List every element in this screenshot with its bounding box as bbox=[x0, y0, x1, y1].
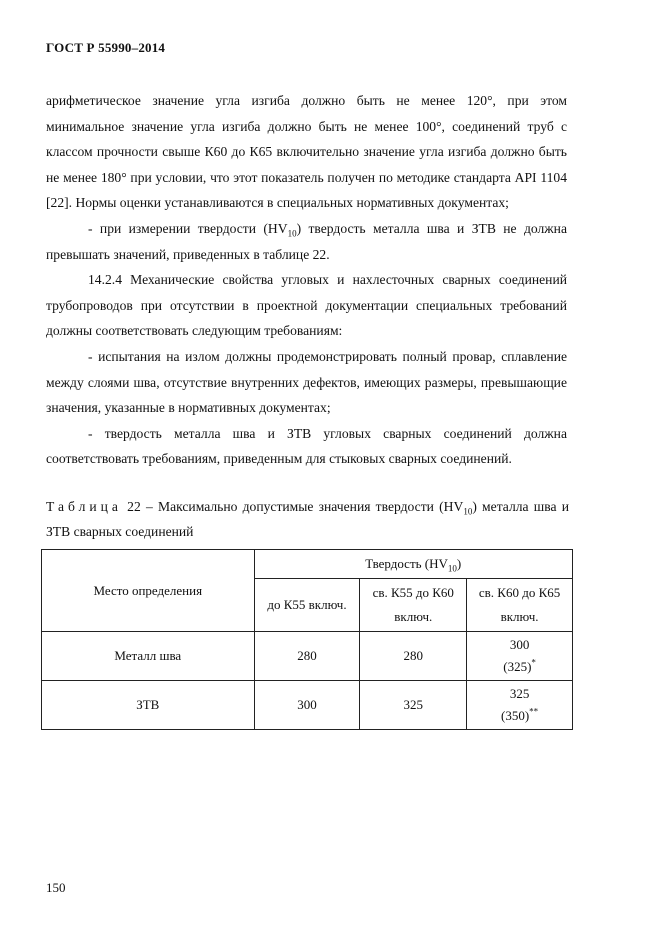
body-text bbox=[46, 88, 567, 472]
row-value-k60-k65: 300 (325)* bbox=[467, 632, 573, 681]
table-caption: Таблица 22 – Максимально допустимые значения твердости $(HV_{10})$ металла шва и ЗТВ сварных соединений bbox=[46, 499, 570, 539]
paragraph-bend-angle: арифметическое значение угла изгиба должно быть не менее 120°, при этом минимальное значение угла изгиба должно быть не менее 100°, соединений труб с классом прочности свыше К60 до К65 включительно значение угла изгиба должно быть не менее 180° при условии, что этот показатель получен по методике стандарта API 1104 [22]. Нормы оценки устанавливаются в специальных нормативных документах; bbox=[46, 93, 567, 211]
section-14-2-4: 14.2.4 Механические свойства угловых и нахлесточных сварных соединений трубопроводов при отсутствии в проектной документации специальных требований должны соответствовать следующим требованиям: bbox=[46, 272, 567, 339]
header-hardness: Твердость $(HV_{10})$ bbox=[254, 550, 572, 579]
row-value-k55: 300 bbox=[254, 681, 360, 730]
row-location: ЗТВ bbox=[42, 681, 255, 730]
hardness-table bbox=[41, 549, 573, 730]
header-location: Место определения bbox=[42, 550, 255, 632]
bullet-fracture-test: - испытания на излом должны продемонстрировать полный провар, сплавление между слоями шва, отсутствие внутренних дефектов, имеющих размеры, превышающие значения, указанные в нормативных документах; bbox=[46, 348, 567, 416]
row-value-k55: 280 bbox=[254, 632, 360, 681]
bullet-fillet-hardness: - твердость металла шва и ЗТВ угловых сварных соединений должна соответствовать требованиям, приведенным для стыковых сварных соединений. bbox=[46, 425, 567, 467]
table-label: Таблица bbox=[46, 499, 122, 514]
row-value-k55-k60: 280 bbox=[360, 632, 467, 681]
header-k60-k65: св. К60 до К65 включ. bbox=[467, 579, 573, 632]
row-value-k60-k65: 325 (350)** bbox=[467, 681, 573, 730]
bullet-hardness-measurement: - при измерении твердости $(HV_{10})$ твердость металла шва и ЗТВ не должна превышать значений, приведенных в таблице 22. bbox=[46, 220, 567, 262]
page-number: 150 bbox=[46, 880, 66, 895]
header-k55: до К55 включ. bbox=[254, 579, 360, 632]
table-row bbox=[42, 632, 573, 681]
document-header: ГОСТ Р 55990–2014 bbox=[46, 40, 166, 55]
row-value-k55-k60: 325 bbox=[360, 681, 467, 730]
row-location: Металл шва bbox=[42, 632, 255, 681]
table-row bbox=[42, 681, 573, 730]
header-k55-k60: св. К55 до К60 включ. bbox=[360, 579, 467, 632]
